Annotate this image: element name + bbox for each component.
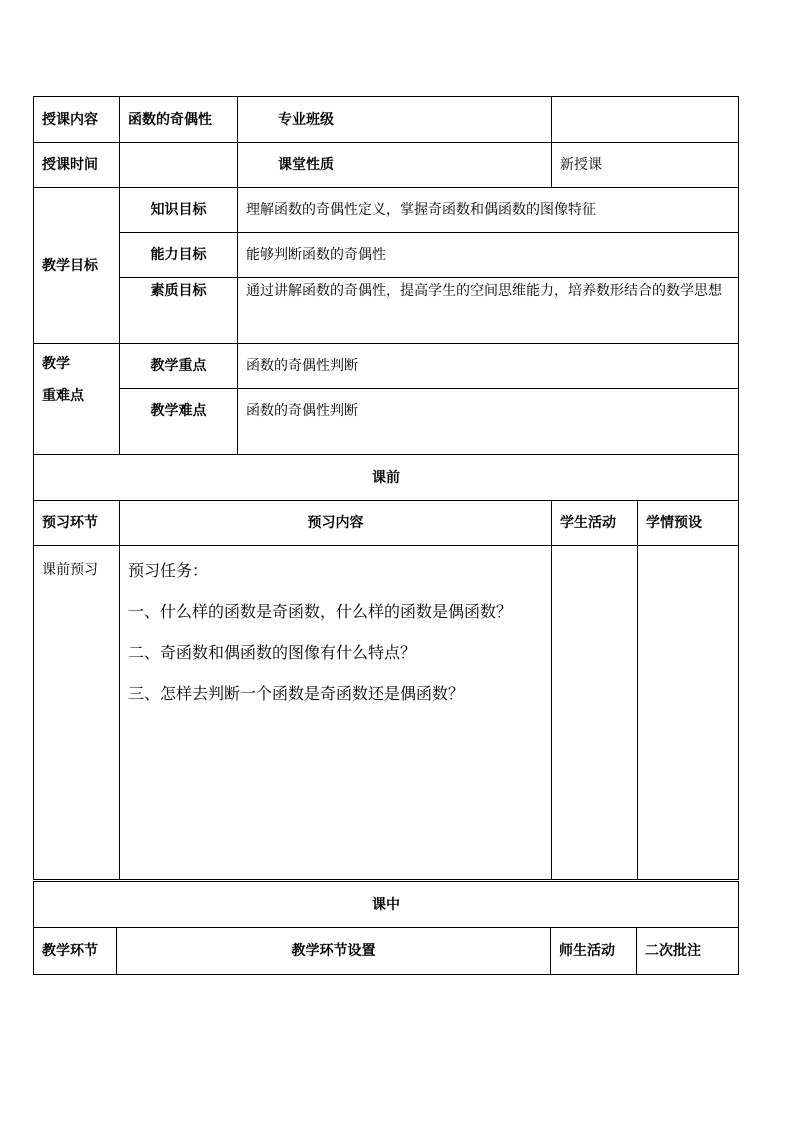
key-points-label (34, 344, 120, 455)
course-row (34, 97, 739, 143)
column-header: 学情预设 (638, 501, 739, 546)
in-class-table (33, 881, 739, 975)
prep-line: 一、什么样的函数是奇函数，什么样的函数是偶函数？ (128, 602, 513, 621)
objectives-label: 教学目标 (34, 188, 120, 344)
pre-class-content (120, 546, 552, 880)
section-row (34, 882, 739, 928)
lesson-plan-table (33, 96, 739, 880)
pre-class-stage: 课前预习 (34, 546, 120, 880)
pre-class-row (34, 546, 739, 880)
nature-label: 课堂性质 (238, 143, 552, 188)
column-header: 教学环节设置 (117, 928, 551, 975)
column-header: 二次批注 (637, 928, 739, 975)
in-class-title: 课中 (34, 882, 739, 928)
column-header: 预习内容 (120, 501, 552, 546)
prep-line: 预习任务： (128, 561, 209, 580)
key-point-label: 教学重点 (120, 344, 238, 389)
objective-row (34, 278, 739, 344)
pre-class-header-row (34, 501, 739, 546)
key-point-text: 函数的奇偶性判断 (238, 389, 739, 455)
learning-situation-cell (638, 546, 739, 880)
key-points-label-line: 教学 (42, 356, 70, 372)
key-point-text: 函数的奇偶性判断 (238, 344, 739, 389)
key-point-row (34, 344, 739, 389)
in-class-header-row (34, 928, 739, 975)
pre-class-title: 课前 (34, 455, 739, 501)
key-points-label-line: 重难点 (42, 388, 84, 404)
key-point-row (34, 389, 739, 455)
nature-value: 新授课 (552, 143, 739, 188)
column-header: 教学环节 (34, 928, 117, 975)
objective-text: 理解函数的奇偶性定义，掌握奇函数和偶函数的图像特征 (238, 188, 739, 233)
objective-text: 能够判断函数的奇偶性 (238, 233, 739, 278)
objective-row (34, 188, 739, 233)
objective-label: 能力目标 (120, 233, 238, 278)
time-row (34, 143, 739, 188)
objective-text: 通过讲解函数的奇偶性，提高学生的空间思维能力，培养数形结合的数学思想 (238, 278, 739, 344)
prep-line: 二、奇函数和偶函数的图像有什么特点？ (128, 643, 417, 662)
class-label: 专业班级 (238, 97, 552, 143)
student-activity-cell (552, 546, 638, 880)
objective-label: 素质目标 (120, 278, 238, 344)
key-point-label: 教学难点 (120, 389, 238, 455)
column-header: 学生活动 (552, 501, 638, 546)
time-value (120, 143, 238, 188)
objective-label: 知识目标 (120, 188, 238, 233)
section-row (34, 455, 739, 501)
class-value (552, 97, 739, 143)
course-content-label: 授课内容 (34, 97, 120, 143)
time-label: 授课时间 (34, 143, 120, 188)
objective-row (34, 233, 739, 278)
column-header: 预习环节 (34, 501, 120, 546)
column-header: 师生活动 (551, 928, 637, 975)
course-content-value: 函数的奇偶性 (120, 97, 238, 143)
prep-line: 三、怎样去判断一个函数是奇函数还是偶函数？ (128, 684, 465, 703)
